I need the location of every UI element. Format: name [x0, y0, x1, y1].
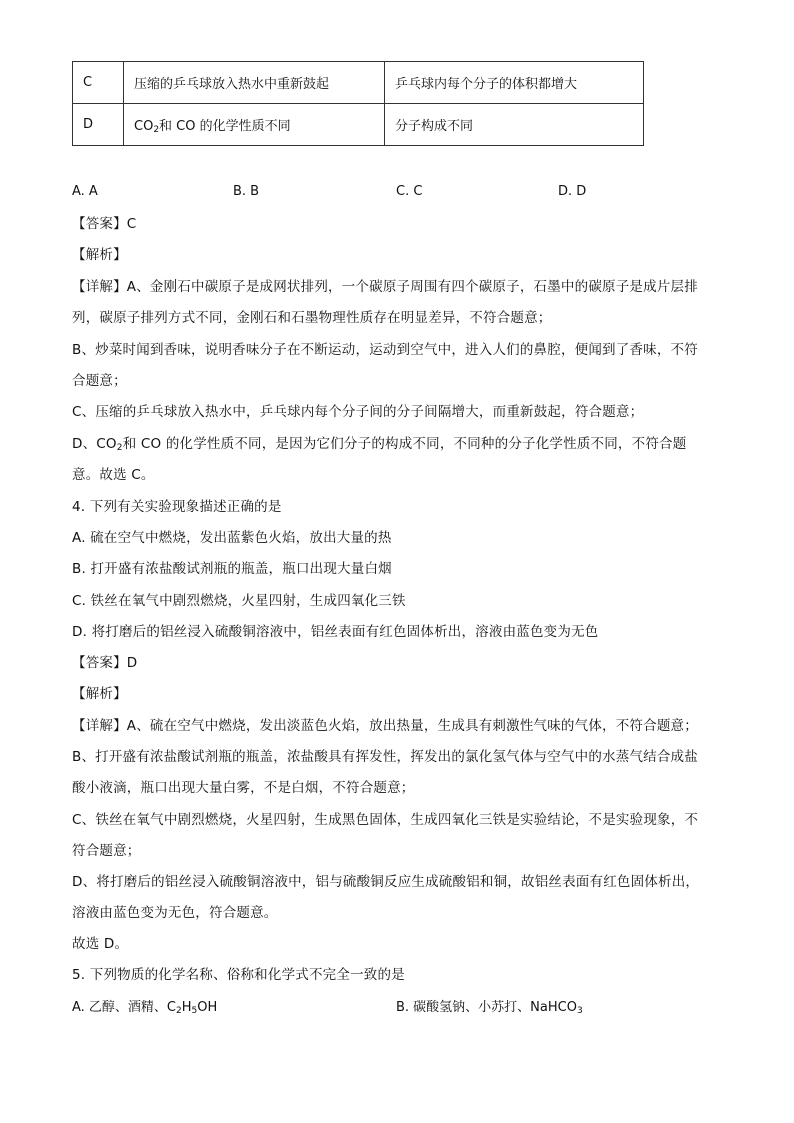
table-row	[73, 62, 644, 104]
subscript: 2	[116, 443, 123, 453]
subscript: 5	[191, 1006, 198, 1016]
detail-text: D、CO	[72, 436, 117, 452]
subscript: 3	[576, 1006, 583, 1016]
comparison-table	[72, 61, 644, 146]
table-row	[73, 104, 644, 146]
answer-label: 【答案】C	[72, 216, 137, 232]
detail-line: 【详解】A、硫在空气中燃烧，发出淡蓝色火焰，放出热量，生成具有刺激性气味的气体，不符合题意；	[72, 718, 698, 734]
q3-options	[0, 184, 794, 204]
question-stem: 5. 下列物质的化学名称、俗称和化学式不完全一致的是	[72, 967, 405, 983]
phenomenon-text: 和 CO 的化学性质不同	[159, 118, 291, 134]
option-b: B. B	[233, 184, 260, 199]
row-label: C	[73, 62, 124, 104]
option-c: C. C	[396, 184, 423, 199]
phenomenon-cell	[124, 104, 385, 146]
option-c: C. 铁丝在氧气中剧烈燃烧，火星四射，生成四氧化三铁	[72, 593, 406, 609]
option-b: B. 打开盛有浓盐酸试剂瓶的瓶盖，瓶口出现大量白烟	[72, 561, 392, 577]
option-text: H	[181, 1000, 192, 1015]
row-label: D	[73, 104, 124, 146]
detail-line: 符合题意；	[72, 843, 141, 859]
detail-line: 【详解】A、金刚石中碳原子是成网状排列，一个碳原子周围有四个碳原子，石墨中的碳原子是成片层排	[72, 279, 698, 295]
phenomenon-cell: 压缩的乒乓球放入热水中重新鼓起	[124, 62, 385, 104]
subscript: 2	[176, 1006, 182, 1016]
option-d: D. D	[558, 184, 587, 199]
answer-label: 【答案】D	[72, 655, 138, 671]
detail-line: 故选 D。	[72, 936, 129, 952]
detail-line: D、将打磨后的铝丝浸入硫酸铜溶液中，铝与硫酸铜反应生成硫酸铝和铜，故铝丝表面有红色固体析出，	[72, 874, 700, 890]
detail-line: 列，碳原子排列方式不同，金刚石和石墨物理性质存在明显差异，不符合题意；	[72, 310, 552, 326]
option-text: OH	[197, 1000, 218, 1015]
detail-line: 溶液由蓝色变为无色，符合题意。	[72, 905, 278, 921]
detail-line: 意。故选 C。	[72, 467, 155, 483]
detail-line	[72, 434, 686, 458]
detail-line: C、铁丝在氧气中剧烈燃烧，火星四射，生成黑色固体，生成四氧化三铁是实验结论，不是实验现象，不	[72, 812, 699, 828]
formula-text: CO	[134, 118, 154, 134]
option-a: A. 硫在空气中燃烧，发出蓝紫色火焰，放出大量的热	[72, 530, 392, 546]
detail-line: B、打开盛有浓盐酸试剂瓶的瓶盖，浓盐酸具有挥发性，挥发出的氯化氢气体与空气中的水蒸气结合成盐	[72, 749, 698, 765]
detail-line: B、炒菜时闻到香味，说明香味分子在不断运动，运动到空气中，进入人们的鼻腔，便闻到了香味，不符	[72, 342, 698, 358]
detail-line: C、压缩的乒乓球放入热水中，乒乓球内每个分子间的分子间隔增大，而重新鼓起，符合题意；	[72, 404, 644, 420]
option-text: B. 碳酸氢钠、小苏打、NaHCO	[396, 1000, 577, 1015]
analysis-label: 【解析】	[72, 686, 127, 702]
option-b	[396, 996, 583, 1016]
detail-line: 合题意；	[72, 373, 127, 389]
detail-line: 酸小液滴，瓶口出现大量白雾，不是白烟，不符合题意；	[72, 780, 415, 796]
detail-text: 和 CO 的化学性质不同，是因为它们分子的构成不同，不同种的分子化学性质不同，不符合题	[122, 436, 687, 452]
option-a	[72, 996, 217, 1016]
option-d: D. 将打磨后的铝丝浸入硫酸铜溶液中，铝丝表面有红色固体析出，溶液由蓝色变为无色	[72, 624, 599, 640]
analysis-label: 【解析】	[72, 247, 127, 263]
explanation-cell: 乒乓球内每个分子的体积都增大	[385, 62, 644, 104]
option-text: A. 乙醇、酒精、C	[72, 1000, 177, 1015]
explanation-cell: 分子构成不同	[385, 104, 644, 146]
question-stem: 4. 下列有关实验现象描述正确的是	[72, 499, 282, 515]
subscript: 2	[153, 124, 160, 135]
option-a: A. A	[72, 184, 98, 199]
